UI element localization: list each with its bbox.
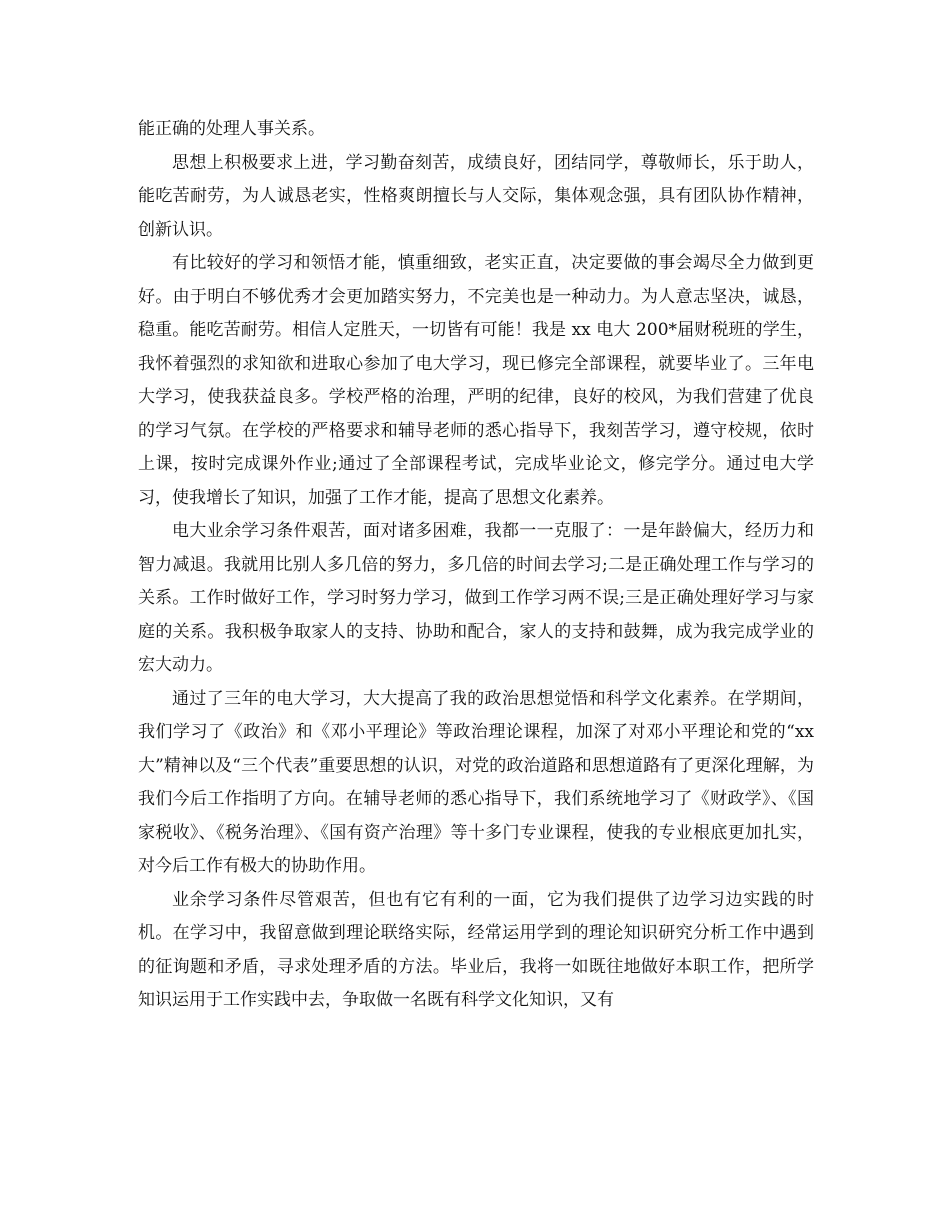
document-body bbox=[138, 113, 814, 1018]
paragraph: 有比较好的学习和领悟才能，慎重细致，老实正直，决定要做的事会竭尽全力做到更好。由于明白不够优秀才会更加踏实努力，不完美也是一种动力。为人意志坚决，诚恳，稳重。能吃苦耐劳。相信人定胜天，一切皆有可能！我是 xx 电大 200*届财税班的学生，我怀着强烈的求知欲和进取心参加了电大学习，现已修完全部课程，就要毕业了。三年电大学习，使我获益良多。学校严格的治理，严明的纪律，良好的校风，为我们营建了优良的学习气氛。在学校的严格要求和辅导老师的悉心指导下，我刻苦学习，遵守校规，依时上课，按时完成课外作业;通过了全部课程考试，完成毕业论文，修完学分。通过电大学习，使我增长了知识，加强了工作才能，提高了思想文化素养。 bbox=[138, 253, 814, 508]
paragraph: 电大业余学习条件艰苦，面对诸多困难，我都一一克服了：一是年龄偏大，经历力和智力减退。我就用比别人多几倍的努力，多几倍的时间去学习;二是正确处理工作与学习的关系。工作时做好工作，学习时努力学习，做到工作学习两不误;三是正确处理好学习与家庭的关系。我积极争取家人的支持、协助和配合，家人的支持和鼓舞，成为我完成学业的宏大动力。 bbox=[138, 521, 814, 675]
paragraph: 业余学习条件尽管艰苦，但也有它有利的一面，它为我们提供了边学习边实践的时机。在学习中，我留意做到理论联络实际，经常运用学到的理论知识研究分析工作中遇到的征询题和矛盾，寻求处理矛盾的方法。毕业后，我将一如既往地做好本职工作，把所学知识运用于工作实践中去，争取做一名既有科学文化知识，又有 bbox=[138, 889, 814, 1010]
paragraph: 通过了三年的电大学习，大大提高了我的政治思想觉悟和科学文化素养。在学期间，我们学习了《政治》和《邓小平理论》等政治理论课程，加深了对邓小平理论和党的“xx 大”精神以及“三个代表”重要思想的认识，对党的政治道路和思想道路有了更深化理解，为我们今后工作指明了方向。在辅导老师的悉心指导下，我们系统地学习了《财政学》、《国家税收》、《税务治理》、《国有资产治理》等十多门专业课程，使我的专业根底更加扎实，对今后工作有极大的协助作用。 bbox=[138, 688, 814, 876]
paragraph: 思想上积极要求上进，学习勤奋刻苦，成绩良好，团结同学，尊敬师长，乐于助人，能吃苦耐劳，为人诚恳老实，性格爽朗擅长与人交际，集体观念强，具有团队协作精神，创新认识。 bbox=[138, 152, 814, 240]
paragraph-continued: 能正确的处理人事关系。 bbox=[138, 119, 325, 139]
